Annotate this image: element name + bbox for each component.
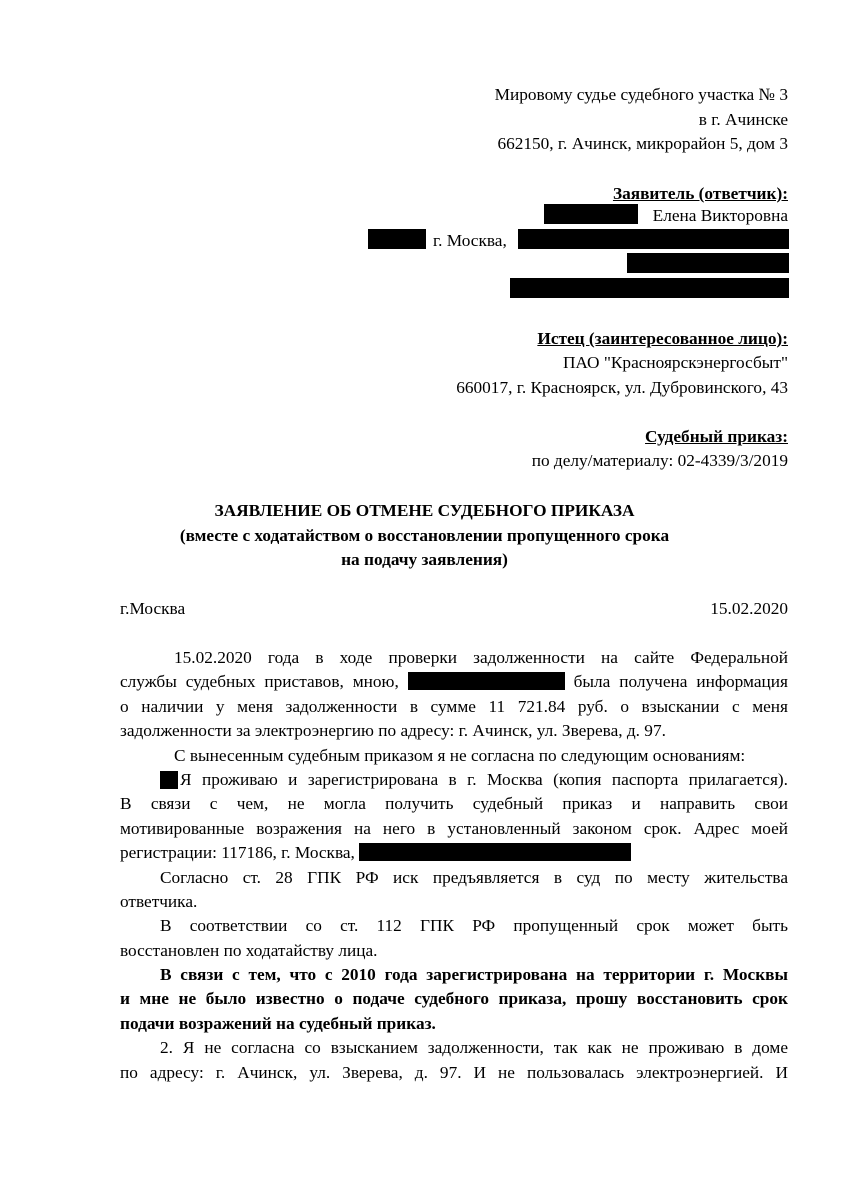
order-case: по делу/материалу: 02-4339/3/2019 — [531, 451, 788, 470]
document-title: ЗАЯВЛЕНИЕ ОБ ОТМЕНЕ СУДЕБНОГО ПРИКАЗА — [214, 501, 635, 520]
court-line-1: Мировому судье судебного участка № 3 — [494, 85, 788, 104]
plaintiff-name: ПАО "Красноярскэнергосбыт" — [562, 353, 788, 372]
date: 15.02.2020 — [710, 599, 788, 618]
p1-line-1: 15.02.2020 года в ходе проверки задолженности на сайте Федеральной — [174, 648, 788, 667]
plaintiff-heading: Истец (заинтересованное лицо): — [537, 329, 788, 348]
p1-line-2 — [120, 670, 788, 694]
document-subtitle-2: на подачу заявления) — [341, 550, 508, 569]
court-line-2: в г. Ачинске — [698, 110, 788, 129]
p1-line-4: задолженности за электроэнергию по адресу: г. Ачинск, ул. Зверева, д. 97. — [120, 721, 666, 741]
applicant-city: г. Москва, — [433, 231, 507, 250]
p3-line-4 — [120, 841, 788, 865]
document-body — [120, 646, 788, 1085]
p4-line-2: ответчика. — [120, 891, 198, 911]
redaction-address-3 — [510, 278, 789, 298]
p6-line-1: В связи с тем, что с 2010 года зарегистрирована на территории г. Москвы — [160, 965, 788, 985]
applicant-name: Елена Викторовна — [652, 206, 788, 225]
redaction-number — [160, 771, 178, 789]
p6-line-3: подачи возражений на судебный приказ. — [120, 1013, 436, 1033]
p3-line-1-text: Я проживаю и зарегистрирована в г. Москва (копия паспорта прилагается). — [180, 769, 788, 789]
order-heading: Судебный приказ: — [645, 427, 788, 446]
redaction-inline-1 — [408, 672, 565, 690]
p1-line-3: о наличии у меня задолженности в сумме 11 721.84 руб. о взыскании с меня — [120, 696, 788, 716]
p1-line-2b: была получена информация — [573, 672, 788, 692]
p3-line-1 — [120, 768, 788, 792]
p5-line-1: В соответствии со ст. 112 ГПК РФ пропущенный срок может быть — [160, 916, 788, 936]
applicant-heading: Заявитель (ответчик): — [612, 184, 788, 203]
p1-line-2a: службы судебных приставов, мною, — [120, 672, 399, 692]
redaction-inline-2 — [359, 843, 631, 861]
redaction-surname — [544, 204, 638, 224]
document-subtitle-1: (вместе с ходатайством о восстановлении пропущенного срока — [179, 526, 670, 545]
p3-line-4-text: регистрации: 117186, г. Москва, — [120, 843, 355, 863]
court-line-3: 662150, г. Ачинск, микрорайон 5, дом 3 — [497, 134, 788, 153]
place: г.Москва — [120, 599, 186, 618]
p7-line-1: 2. Я не согласна со взысканием задолженности, так как не проживаю в доме — [160, 1038, 788, 1058]
p7-line-2: по адресу: г. Ачинск, ул. Зверева, д. 97. И не пользовалась электроэнергией. И — [120, 1062, 788, 1082]
p3-line-3: мотивированные возражения на него в установленный законом срок. Адрес моей — [120, 818, 788, 838]
p5-line-2: восстановлен по ходатайству лица. — [120, 940, 378, 960]
plaintiff-address: 660017, г. Красноярск, ул. Дубровинского, 43 — [456, 378, 788, 397]
redaction-address-1 — [518, 229, 789, 249]
redaction-postcode — [368, 229, 426, 249]
redaction-address-2 — [627, 253, 789, 273]
p6-line-2: и мне не было известно о подаче судебного приказа, прошу восстановить срок — [120, 989, 788, 1009]
p2-line: С вынесенным судебным приказом я не согласна по следующим основаниям: — [174, 745, 746, 765]
p3-line-2: В связи с чем, не могла получить судебный приказ и направить свои — [120, 794, 788, 814]
p4-line-1: Согласно ст. 28 ГПК РФ иск предъявляется в суд по месту жительства — [160, 867, 788, 887]
